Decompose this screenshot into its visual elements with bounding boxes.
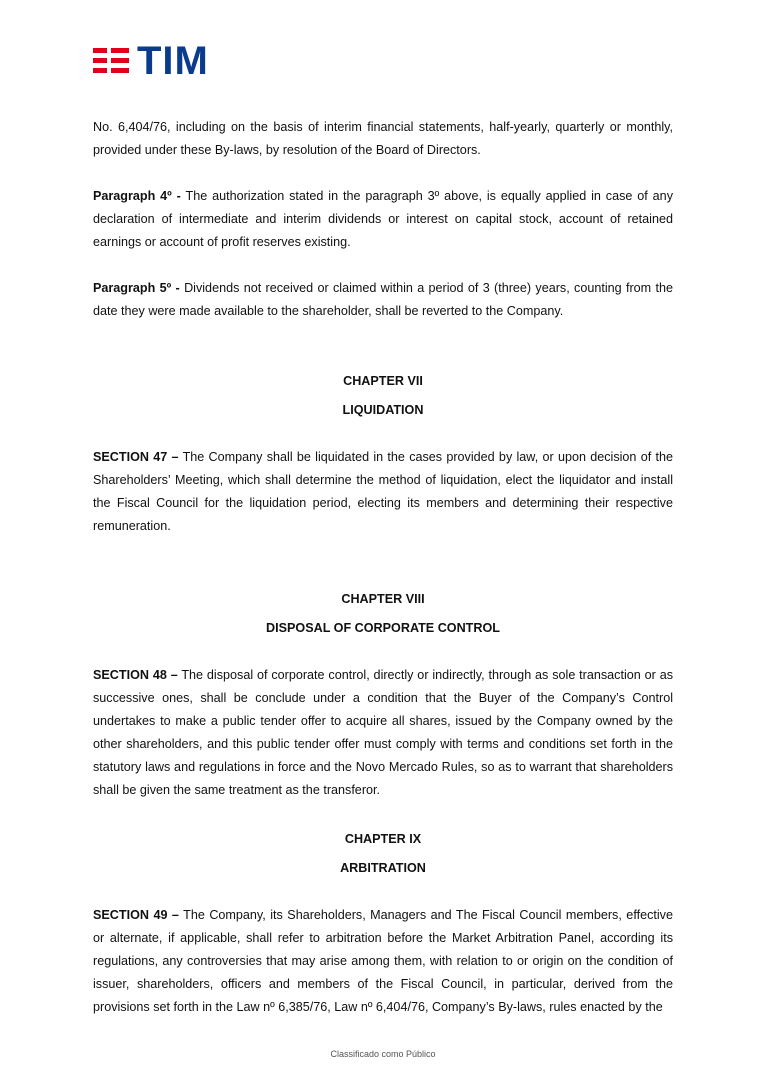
section-48	[93, 664, 673, 802]
chapter-9-title: CHAPTER IX	[344, 832, 422, 846]
paragraph-4	[93, 185, 673, 254]
section-48-text: The disposal of corporate control, directly or indirectly, through as sole transaction or as successive ones, shall be conclude under a condition that the Buyer of the Company’s Control undertakes to make a public tender offer to acquire all shares, issued by the Company owned by the other shareholders, and this public tender offer must comply with terms and conditions set forth in the statutory laws and regulations in force and the Novo Mercado Rules, so as to warrant that shareholders shall be given the same treatment as the transferor.	[93, 668, 673, 797]
chapter-8-subtitle: DISPOSAL OF CORPORATE CONTROL	[266, 621, 500, 635]
chapter-7-subtitle: LIQUIDATION	[342, 403, 424, 417]
tim-logo-mark-icon	[93, 46, 129, 76]
paragraph-4-lead: Paragraph 4º -	[93, 189, 181, 203]
tim-logo	[93, 39, 209, 83]
paragraph-5-lead: Paragraph 5º -	[93, 281, 180, 295]
section-47-lead: SECTION 47 –	[93, 450, 179, 464]
section-47-text: The Company shall be liquidated in the cases provided by law, or upon decision of the Shareholders’ Meeting, which shall determine the method of liquidation, elect the liquidator and install the Fiscal Council for the liquidation period, electing its members and determining their respective remuneration.	[93, 450, 673, 533]
section-48-lead: SECTION 48 –	[93, 668, 178, 682]
paragraph-5	[93, 277, 673, 323]
chapter-8-title: CHAPTER VIII	[341, 592, 425, 606]
document-body	[93, 116, 673, 1019]
paragraph-intro: No. 6,404/76, including on the basis of interim financial statements, half-yearly, quarterly or monthly, provided under these By-laws, by resolution of the Board of Directors.	[93, 120, 673, 157]
footer-classification: Classificado como Público	[330, 1049, 436, 1059]
paragraph-5-text: Dividends not received or claimed within a period of 3 (three) years, counting from the date they were made available to the shareholder, shall be reverted to the Company.	[93, 281, 674, 318]
chapter-9-subtitle: ARBITRATION	[340, 861, 426, 875]
section-49-text: The Company, its Shareholders, Managers and The Fiscal Council members, effective or alternate, if applicable, shall refer to arbitration before the Market Arbitration Panel, according its regulations, any controversies that may arise among them, with relation to or origin on the condition of issuer, shareholders, officers and members of the Fiscal Council, in particular, derived from the provisions set forth in the Law nº 6,385/76, Law nº 6,404/76, Company’s By-laws, rules enacted by the	[93, 908, 673, 1014]
section-47	[93, 446, 673, 538]
paragraph-4-text: The authorization stated in the paragraph 3º above, is equally applied in case of any declaration of intermediate and interim dividends or interest on capital stock, account of retained earnings or account of profit reserves existing.	[93, 189, 673, 249]
logo-text: TIM	[137, 39, 209, 83]
section-49	[93, 904, 673, 1019]
section-49-lead: SECTION 49 –	[93, 908, 179, 922]
chapter-7-title: CHAPTER VII	[343, 374, 423, 388]
